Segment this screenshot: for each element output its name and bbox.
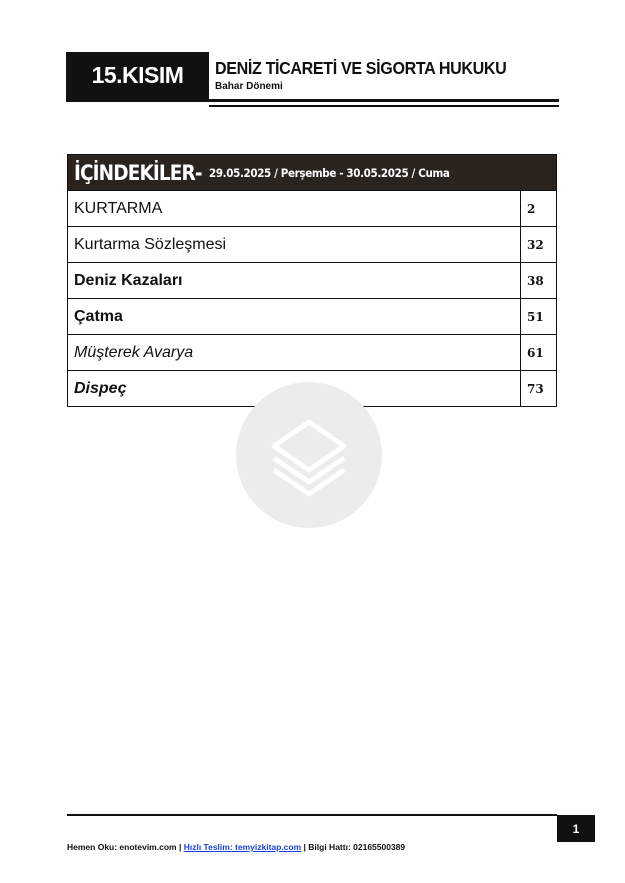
toc-item-title: Kurtarma Sözleşmesi [68,227,521,262]
toc-item-page: 2 [527,201,536,216]
toc-item-page: 32 [527,237,544,252]
footer-divider [67,814,557,816]
toc-item-page: 61 [527,345,544,360]
toc-heading [67,154,557,191]
page-number: 1 [557,815,595,842]
toc-item-page: 73 [527,381,544,396]
header-divider-secondary [209,105,559,107]
toc-row[interactable] [67,227,557,263]
toc-row[interactable] [67,299,557,335]
toc-item-title: Müşterek Avarya [68,335,521,370]
footer-info [67,842,405,852]
toc-row[interactable] [67,335,557,371]
toc-row[interactable] [67,263,557,299]
toc-item-title: KURTARMA [68,191,521,226]
page-header [66,52,559,108]
toc-item-title: Dispeç [68,371,521,406]
footer-delivery-link[interactable]: Hızlı Teslim: temyizkitap.com [183,842,302,852]
toc-item-title: Çatma [68,299,521,334]
part-label: 15.KISIM [66,52,209,99]
toc-row[interactable] [67,191,557,227]
footer-phone: Bilgi Hattı: 02165500389 [308,842,406,852]
stacked-layers-icon [236,382,382,528]
document-subtitle: Bahar Dönemi [215,81,283,92]
table-of-contents [67,154,557,407]
document-title: DENİZ TİCARETİ VE SİGORTA HUKUKU [215,58,507,78]
toc-item-title: Deniz Kazaları [68,263,521,298]
toc-dates: 29.05.2025 / Perşembe - 30.05.2025 / Cuma [209,165,450,180]
footer-read-link[interactable]: Hemen Oku: enotevim.com [67,842,177,852]
footer-separator: | [301,842,309,852]
footer-separator: | [176,842,184,852]
toc-item-page: 51 [527,309,544,324]
toc-item-page: 38 [527,273,544,288]
header-divider [66,99,559,102]
toc-title: İÇİNDEKİLER- [74,160,202,185]
